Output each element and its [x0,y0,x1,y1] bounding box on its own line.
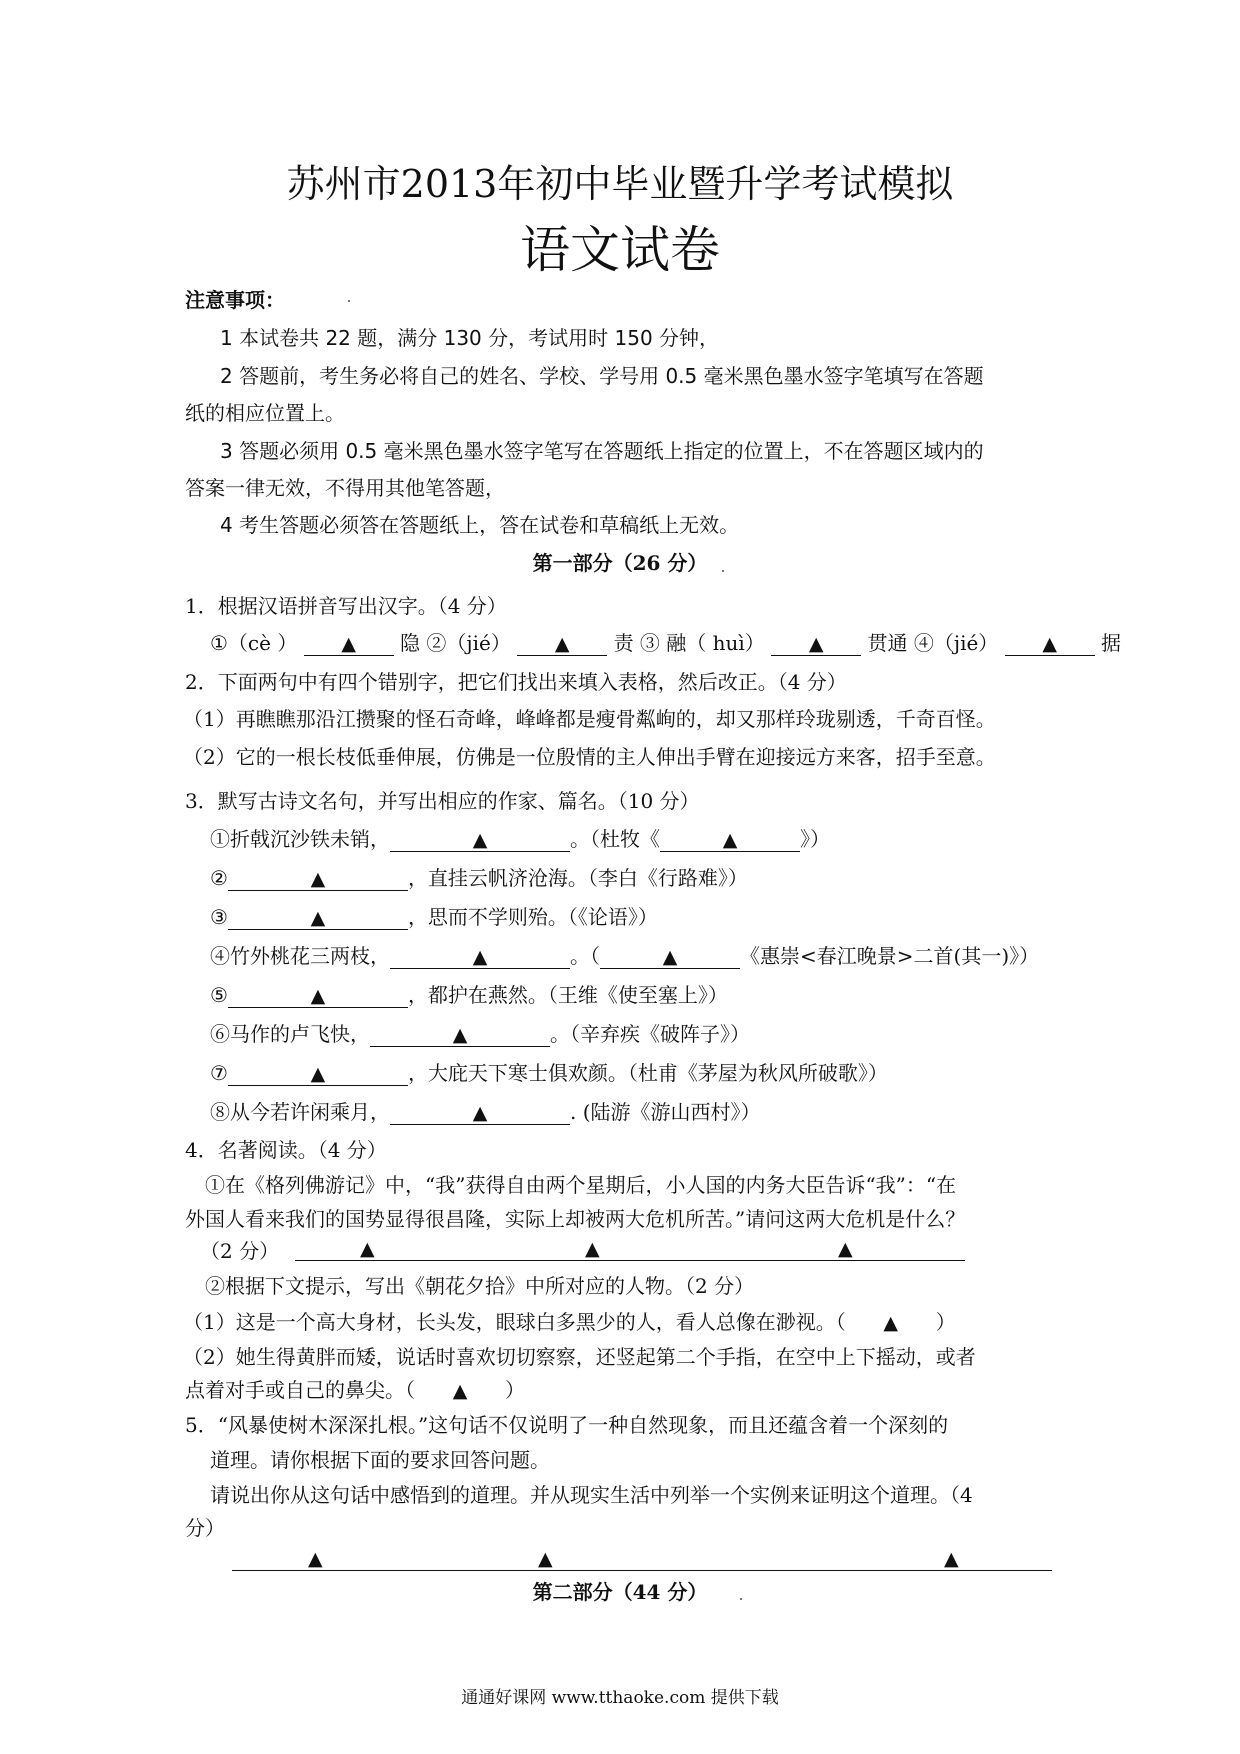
q3-line-8-text-b: . (陆游《游山西村》） [570,1100,761,1124]
q4-part-1-cont: 外国人看来我们的国势显得很昌隆，实际上却被两大危机所苦。”请问这两大危机是什么？ [185,1207,966,1231]
q4-part-2: ②根据下文提示，写出《朝花夕拾》中所对应的人物。（2 分） [205,1274,755,1298]
q4-s2-text-a: 点着对手或自己的鼻尖。（ [185,1378,415,1402]
question-1-stem: 1．根据汉语拼音写出汉字。（4 分） [185,594,507,618]
answer-blank[interactable] [228,907,408,930]
exam-title: 苏州市2013年初中毕业暨升学考试模拟 [286,162,954,206]
q4-part-2-sentence-2: （2）她生得黄胖而矮，说话时喜欢切切察察，还竖起第二个手指，在空中上下摇动，或者 [183,1345,976,1369]
answer-line[interactable] [232,1570,1052,1571]
notes-heading: 注意事项： [185,288,285,312]
part-two-heading: 第二部分（44 分） [532,1580,708,1604]
answer-slot[interactable] [846,1312,936,1334]
answer-mark: ▲ [360,1238,375,1260]
answer-mark: ▲ [1042,633,1057,655]
q3-line-6-text-b: 。（辛弃疾《破阵子》） [550,1022,750,1046]
q3-line-1-text-c: 》） [800,827,830,851]
q3-line-1 [210,829,830,852]
note-item-1: 1 本试卷共 22 题，满分 130 分，考试用时 150 分钟， [220,326,720,350]
note-item-3-cont: 答案一律无效，不得用其他笔答题， [185,476,505,500]
note-item-4: 4 考生答题必须答在答题纸上，答在试卷和草稿纸上无效。 [220,513,740,537]
answer-blank[interactable] [660,829,800,852]
q3-line-4-text-c: 《惠崇<春江晚景>二首(其一)》） [740,944,1040,968]
q3-line-7-text-a: ⑦ [210,1061,228,1085]
question-2-sentence-2: （2）它的一根长枝低垂伸展，仿佛是一位殷情的主人伸出手臂在迎接远方来客，招手至意。 [183,745,996,769]
note-item-3: 3 答题必须用 0.5 毫米黑色墨水签字笔写在答题纸上指定的位置上，不在答题区域内的 [220,439,984,463]
answer-mark: ▲ [554,633,570,655]
scan-speck [722,570,724,572]
q3-line-6-text-a: ⑥马作的卢飞快， [210,1022,370,1046]
answer-mark: ▲ [585,1238,600,1260]
q3-line-8-text-a: ⑧从今若许闲乘月， [210,1100,390,1124]
answer-mark: ▲ [308,1548,323,1570]
q3-line-2-text-b: ，直挂云帆济沧海。（李白《行路难》） [407,866,748,890]
answer-mark: ▲ [883,1312,899,1334]
q3-line-7-text-b: ，大庇天下寒士俱欢颜。（杜甫《茅屋为秋风所破歌》） [407,1061,888,1085]
q3-line-5 [210,985,728,1008]
q4-part-1-score: （2 分） [200,1239,280,1263]
note-item-2: 2 答题前，考生务必将自己的姓名、学校、学号用 0.5 毫米黑色墨水签字笔填写在答题 [220,364,984,388]
q3-line-2-text-a: ② [210,866,228,890]
question-1-items [210,633,1121,656]
q3-line-2 [210,868,748,891]
q3-line-1-text-a: ①折戟沉沙铁未销， [210,827,390,851]
q3-line-6 [210,1024,750,1047]
q4-s1-text-b: ） [935,1310,956,1334]
q1-item-c: 责 ③ 融（ huì） [613,631,765,655]
answer-line[interactable] [295,1260,965,1261]
answer-mark: ▲ [472,1102,488,1124]
q3-line-4-text-b: 。（ [570,944,600,968]
q4-part-1: ①在《格列佛游记》中，“我”获得自由两个星期后，小人国的内务大臣告诉“我”：“在 [205,1173,957,1197]
answer-mark: ▲ [722,829,738,851]
answer-mark: ▲ [310,985,326,1007]
q3-line-8 [210,1102,761,1125]
q3-line-4-text-a: ④竹外桃花三两枝， [210,944,390,968]
answer-mark: ▲ [662,946,678,968]
question-2-stem: 2．下面两句中有四个错别字，把它们找出来填入表格，然后改正。（4 分） [185,670,847,694]
q3-line-1-text-b: 。（杜牧《 [570,827,660,851]
answer-mark: ▲ [452,1380,468,1402]
answer-blank[interactable] [600,946,740,969]
answer-blank[interactable] [304,633,394,656]
question-5-requirement: 请说出你从这句话中感悟到的道理。并从现实生活中列举一个实例来证明这个道理。（4 [210,1483,973,1507]
answer-mark: ▲ [452,1024,468,1046]
answer-blank[interactable] [1005,633,1095,656]
q3-line-4 [210,946,1039,969]
answer-blank[interactable] [517,633,607,656]
answer-blank[interactable] [390,1102,570,1125]
answer-mark: ▲ [310,907,326,929]
answer-mark: ▲ [310,1063,326,1085]
answer-mark: ▲ [538,1548,553,1570]
exam-subtitle: 语文试卷 [520,221,720,279]
answer-blank[interactable] [228,985,408,1008]
answer-blank[interactable] [390,946,570,969]
answer-mark: ▲ [310,868,326,890]
q3-line-3-text-b: ，思而不学则殆。（《论语》） [407,905,658,929]
page-footer: 通通好课网 www.tthaoke.com 提供下载 [461,1688,779,1708]
q3-line-3-text-a: ③ [210,905,228,929]
answer-mark: ▲ [341,633,356,655]
q3-line-5-text-b: ，都护在燕然。（王维《使至塞上》） [407,983,728,1007]
answer-mark: ▲ [944,1548,959,1570]
part-one-heading: 第一部分（26 分） [532,551,708,575]
q1-item-a: ①（cè ） [210,631,298,655]
question-5-stem: 5．“风暴使树木深深扎根。”这句话不仅说明了一种自然现象，而且还蕴含着一个深刻的 [185,1413,949,1437]
q1-item-b: 隐 ②（jié） [400,631,511,655]
answer-mark: ▲ [838,1238,853,1260]
q1-item-e: 据 [1101,631,1122,655]
answer-blank[interactable] [390,829,570,852]
q4-s1-text-a: （1）这是一个高大身材，长头发，眼球白多黑少的人，看人总像在渺视。（ [183,1310,846,1334]
answer-blank[interactable] [771,633,861,656]
answer-blank[interactable] [370,1024,550,1047]
scan-speck [348,300,350,302]
q3-line-5-text-a: ⑤ [210,983,228,1007]
answer-blank[interactable] [228,1063,408,1086]
answer-slot[interactable] [415,1380,505,1402]
q3-line-7 [210,1063,888,1086]
q3-line-3 [210,907,658,930]
scan-speck [740,1598,742,1600]
note-item-2-cont: 纸的相应位置上。 [185,401,345,425]
q4-s2-text-b: ） [505,1378,525,1402]
q1-item-d: 贯通 ④（jié） [867,631,999,655]
answer-mark: ▲ [472,946,488,968]
question-2-sentence-1: （1）再瞧瞧那沿江攒聚的怪石奇峰，峰峰都是瘦骨粼峋的，却又那样玲珑剔透，千奇百怪。 [183,707,996,731]
answer-mark: ▲ [472,829,488,851]
question-4-stem: 4．名著阅读。（4 分） [185,1138,387,1162]
q4-part-2-sentence-2-cont [185,1380,525,1402]
q4-part-2-sentence-1 [183,1312,956,1334]
question-5-requirement-cont: 分） [185,1516,225,1540]
question-3-stem: 3．默写古诗文名句，并写出相应的作家、篇名。（10 分） [185,789,700,813]
question-5-stem-cont: 道理。请你根据下面的要求回答问题。 [210,1448,550,1472]
answer-blank[interactable] [228,868,408,891]
answer-mark: ▲ [808,633,824,655]
